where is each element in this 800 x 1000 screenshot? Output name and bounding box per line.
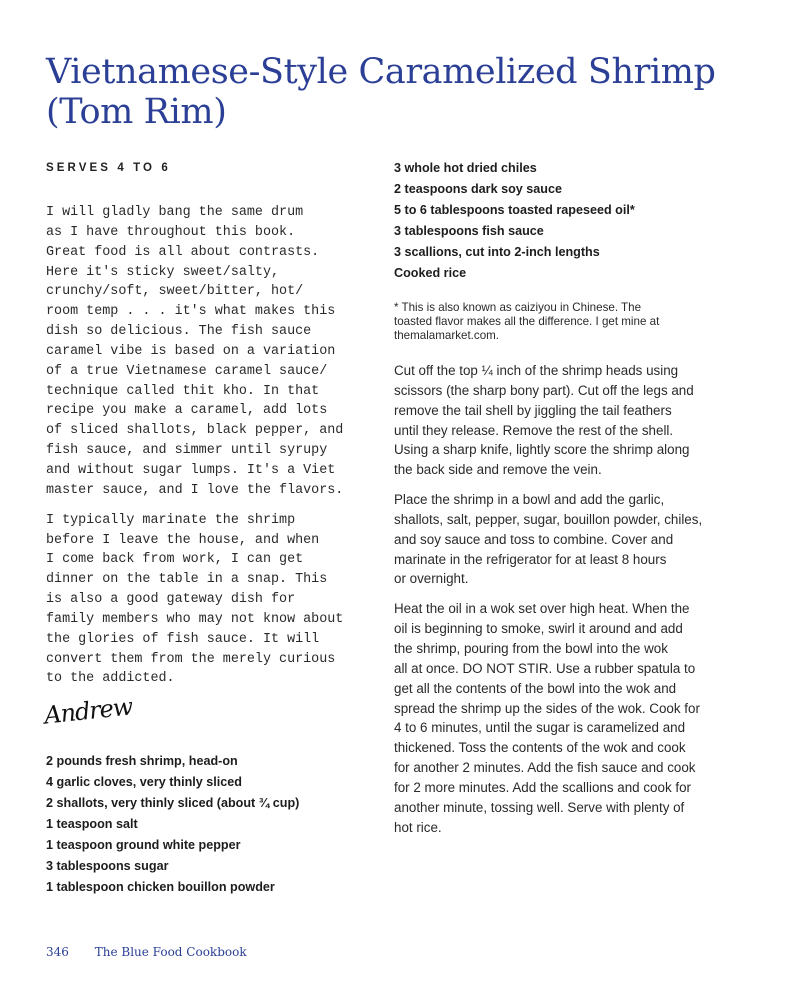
text-line: oil is beginning to smoke, swirl it around and add bbox=[394, 621, 683, 637]
text-line: Place the shrimp in a bowl and add the garlic, bbox=[394, 492, 665, 508]
text-line: fish sauce, and simmer until syrupy bbox=[46, 443, 328, 459]
text-line: the glories of fish sauce. It will bbox=[46, 631, 320, 647]
ingredient-item: 1 teaspoon salt bbox=[46, 817, 138, 831]
text-line: Here it's sticky sweet/salty, bbox=[46, 264, 280, 280]
ingredient-item: 2 shallots, very thinly sliced (about ¾ cup) bbox=[46, 796, 300, 810]
text-line: I come back from work, I can get bbox=[46, 552, 304, 568]
instruction-step bbox=[394, 361, 714, 480]
text-line: I will gladly bang the same drum bbox=[46, 205, 304, 220]
text-line: I typically marinate the shrimp bbox=[46, 512, 296, 528]
instructions bbox=[394, 361, 714, 847]
text-line: and soy sauce and toss to combine. Cover and bbox=[394, 531, 674, 547]
page-number: 346 bbox=[46, 945, 69, 959]
book-title: The Blue Food Cookbook bbox=[94, 945, 247, 959]
footnote-line: toasted flavor makes all the difference. I get mine at bbox=[394, 315, 660, 329]
ingredient-item: 2 pounds fresh shrimp, head-on bbox=[46, 754, 238, 768]
intro-paragraph bbox=[46, 511, 376, 690]
intro-text bbox=[46, 203, 376, 699]
ingredient-item: 3 scallions, cut into 2-inch lengths bbox=[394, 245, 600, 259]
text-line: another minute, tossing well. Serve with plenty of bbox=[394, 799, 685, 815]
text-line: thickened. Toss the contents of the wok and cook bbox=[394, 740, 686, 756]
text-line: room temp . . . it's what makes this bbox=[46, 304, 336, 320]
text-line: Using a sharp knife, lightly score the shrimp along bbox=[394, 442, 690, 458]
text-line: Cut off the top ¼ inch of the shrimp heads using bbox=[394, 363, 679, 378]
ingredient-list-left bbox=[46, 751, 376, 898]
ingredient-item: 1 tablespoon chicken bouillon powder bbox=[46, 880, 275, 894]
text-line: caramel vibe is based on a variation bbox=[46, 343, 336, 359]
ingredient-item: 3 tablespoons fish sauce bbox=[394, 224, 544, 238]
text-line: convert them from the merely curious bbox=[46, 651, 336, 667]
text-line: technique called thit kho. In that bbox=[46, 383, 320, 399]
text-line: dinner on the table in a snap. This bbox=[46, 572, 328, 588]
text-line: Heat the oil in a wok set over high heat. When the bbox=[394, 601, 690, 617]
text-line: scissors (the sharp bony part). Cut off the legs and bbox=[394, 382, 694, 398]
text-line: until they release. Remove the rest of the shell. bbox=[394, 422, 674, 438]
footnote-line: themalamarket.com. bbox=[394, 329, 500, 343]
text-line: the back side and remove the vein. bbox=[394, 462, 602, 478]
text-line: and without sugar lumps. It's a Viet bbox=[46, 462, 336, 478]
ingredient-item: 4 garlic cloves, very thinly sliced bbox=[46, 775, 243, 789]
instruction-step bbox=[394, 490, 714, 589]
text-line: 4 to 6 minutes, until the sugar is caramelized and bbox=[394, 720, 686, 736]
instruction-step bbox=[394, 599, 714, 837]
page-footer bbox=[46, 945, 247, 959]
footnote bbox=[394, 301, 704, 344]
text-line: of a true Vietnamese caramel sauce/ bbox=[46, 363, 328, 379]
text-line: is also a good gateway dish for bbox=[46, 592, 296, 608]
text-line: for another 2 minutes. Add the fish sauce and cook bbox=[394, 760, 696, 776]
text-line: get all the contents of the bowl into the wok and bbox=[394, 680, 677, 696]
footnote-line: * This is also known as caiziyou in Chinese. The bbox=[394, 301, 642, 314]
ingredient-item: 1 teaspoon ground white pepper bbox=[46, 838, 241, 852]
text-line: the shrimp, pouring from the bowl into the wok bbox=[394, 640, 668, 656]
text-line: family members who may not know about bbox=[46, 611, 344, 627]
author-signature: Andrew bbox=[42, 692, 134, 730]
ingredient-item: 3 whole hot dried chiles bbox=[394, 161, 537, 175]
text-line: crunchy/soft, sweet/bitter, hot/ bbox=[46, 284, 304, 300]
text-line: master sauce, and I love the flavors. bbox=[46, 482, 344, 498]
text-line: all at once. DO NOT STIR. Use a rubber spatula to bbox=[394, 660, 696, 676]
text-line: spread the shrimp up the sides of the wok. Cook for bbox=[394, 700, 700, 716]
intro-paragraph bbox=[46, 203, 376, 501]
ingredient-item: Cooked rice bbox=[394, 266, 467, 280]
text-line: before I leave the house, and when bbox=[46, 532, 320, 548]
text-line: as I have throughout this book. bbox=[46, 224, 296, 240]
text-line: Great food is all about contrasts. bbox=[46, 244, 320, 260]
text-line: remove the tail shell by jiggling the tail feathers bbox=[394, 402, 672, 418]
ingredient-list-right bbox=[394, 158, 724, 284]
text-line: shallots, salt, pepper, sugar, bouillon powder, chiles, bbox=[394, 511, 703, 527]
text-line: hot rice. bbox=[394, 819, 442, 835]
text-line: for 2 more minutes. Add the scallions and cook for bbox=[394, 779, 691, 795]
recipe-title-line-1: Vietnamese-Style Caramelized Shrimp bbox=[46, 52, 716, 92]
recipe-title-line-2: (Tom Rim) bbox=[46, 92, 227, 132]
text-line: of sliced shallots, black pepper, and bbox=[46, 423, 344, 439]
ingredient-item: 5 to 6 tablespoons toasted rapeseed oil* bbox=[394, 203, 635, 217]
text-line: or overnight. bbox=[394, 571, 469, 587]
ingredient-item: 3 tablespoons sugar bbox=[46, 859, 169, 873]
text-line: recipe you make a caramel, add lots bbox=[46, 403, 328, 419]
text-line: marinate in the refrigerator for at least 8 hours bbox=[394, 551, 667, 567]
text-line: to the addicted. bbox=[46, 671, 175, 687]
recipe-title bbox=[46, 52, 746, 132]
text-line: dish so delicious. The fish sauce bbox=[46, 324, 312, 340]
ingredient-item: 2 teaspoons dark soy sauce bbox=[394, 182, 562, 196]
serves-label: SERVES 4 TO 6 bbox=[46, 162, 171, 174]
